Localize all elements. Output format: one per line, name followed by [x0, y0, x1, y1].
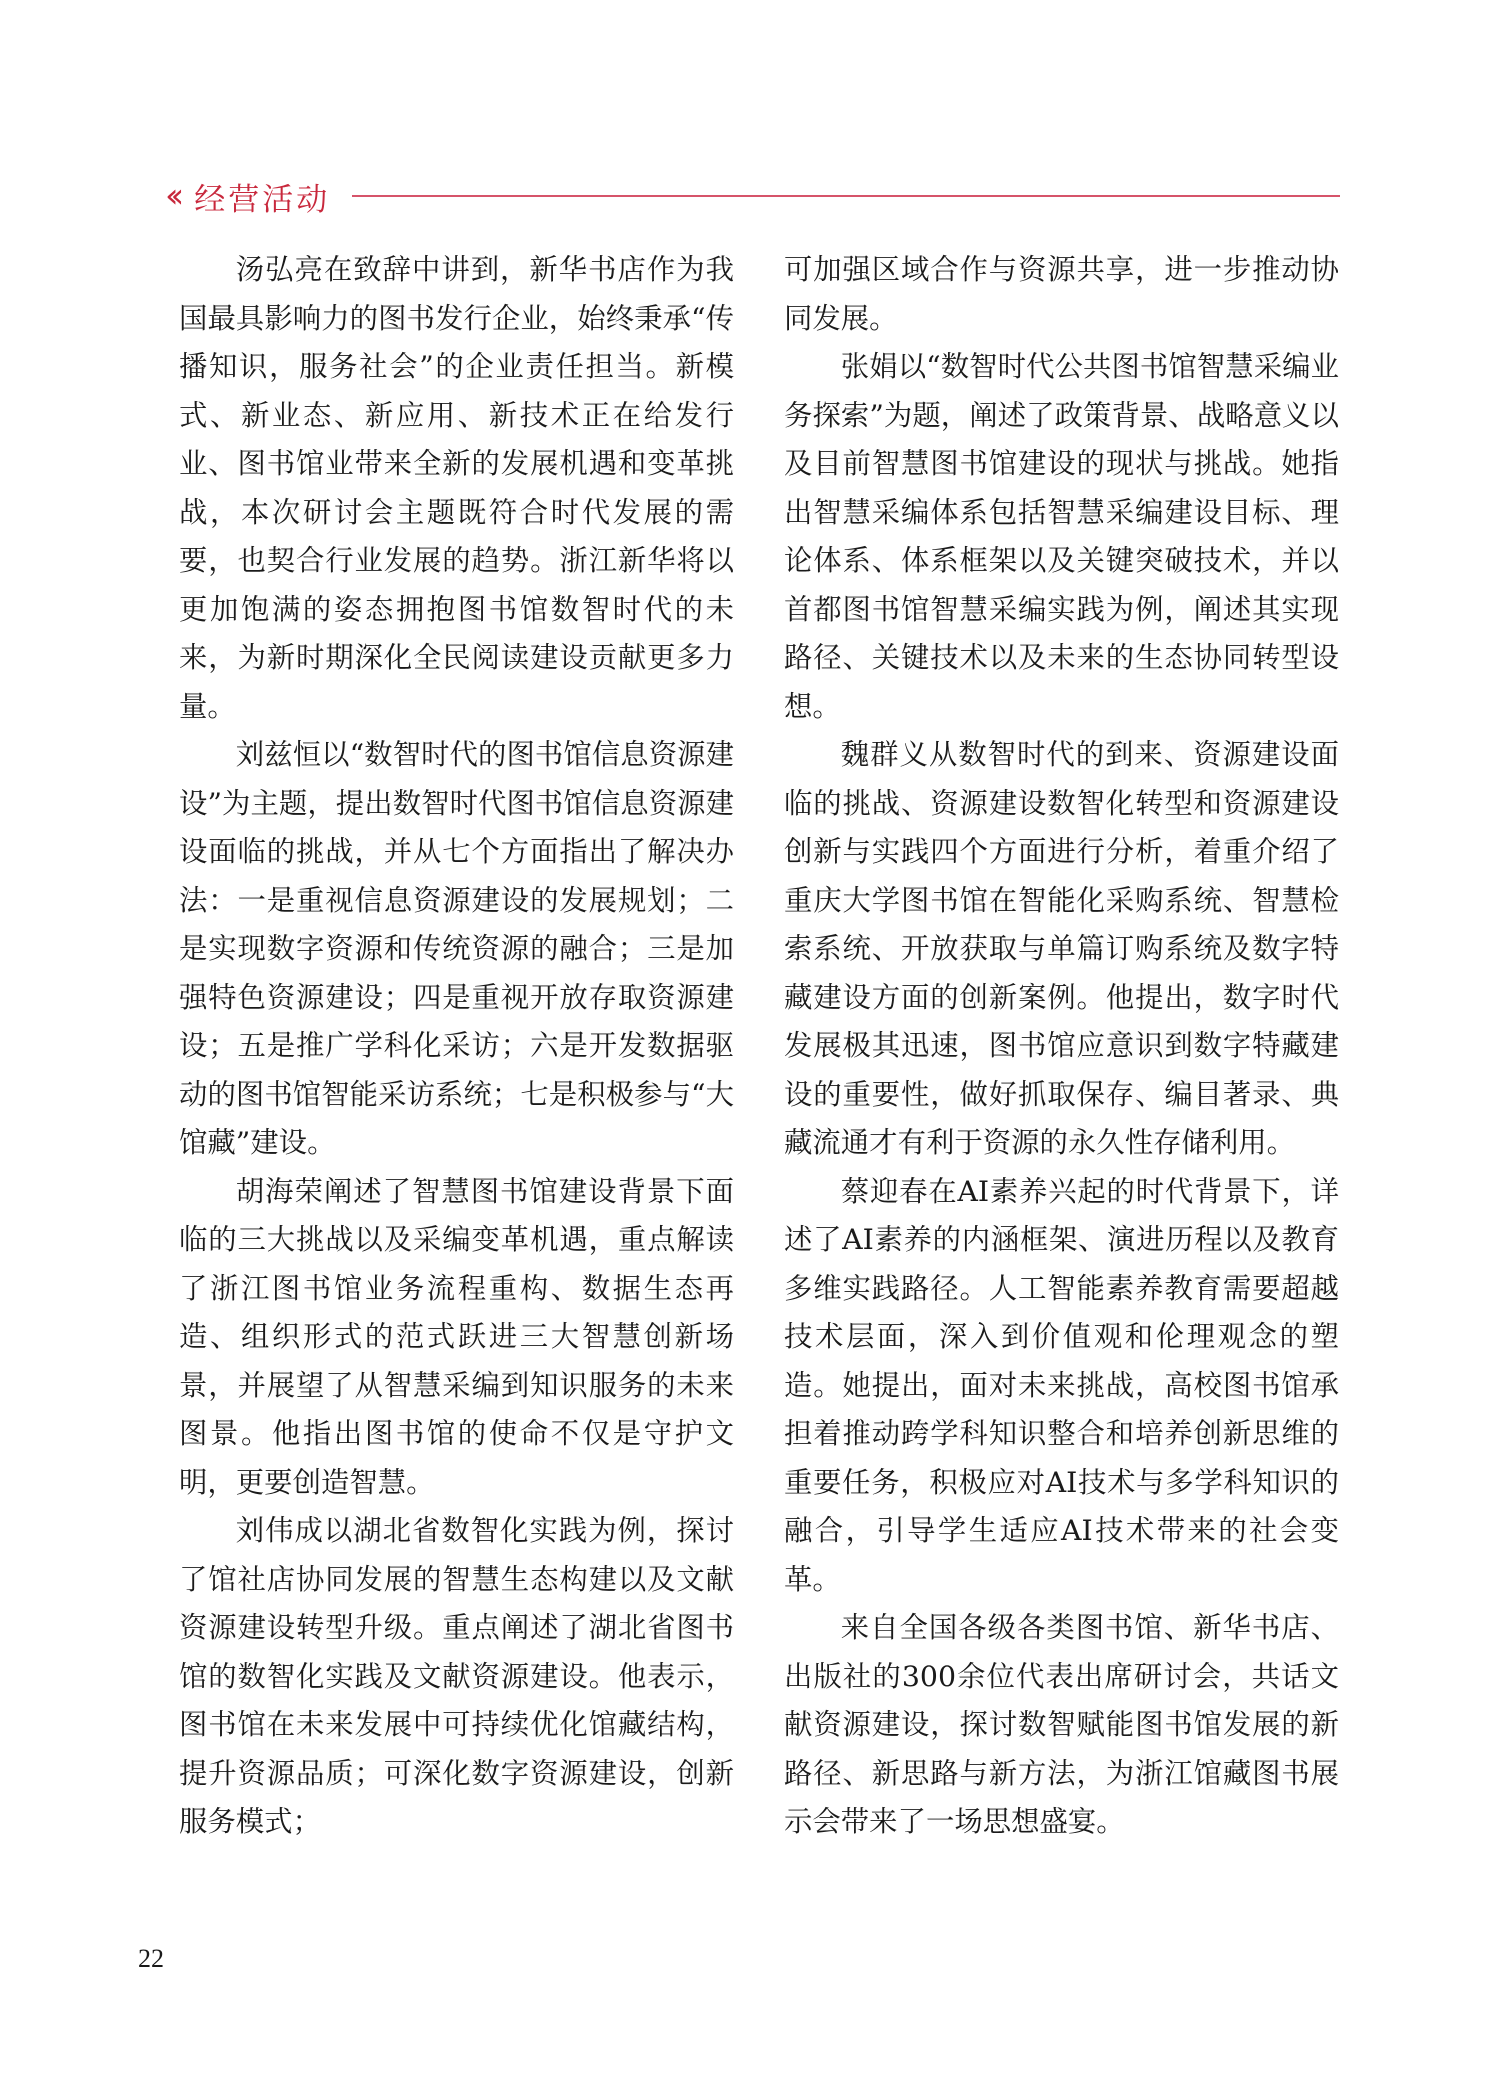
paragraph: 蔡迎春在AI素养兴起的时代背景下，详述了AI素养的内涵框架、演进历程以及教育多维实践路径。人工智能素养教育需要超越技术层面，深入到价值观和伦理观念的塑造。她提出，面对未来挑战，高校图书馆承担着推动跨学科知识整合和培养创新思维的重要任务，积极应对AI技术与多学科知识的融合，引导学生适应AI技术带来的社会变革。	[784, 1174, 1339, 1596]
left-column	[179, 246, 734, 1847]
section-title: 经营活动	[194, 181, 331, 218]
paragraph: 张娟以“数智时代公共图书馆智慧采编业务探索”为题，阐述了政策背景、战略意义以及目前智慧图书馆建设的现状与挑战。她指出智慧采编体系包括智慧采编建设目标、理论体系、体系框架以及关键突破技术，并以首都图书馆智慧采编实践为例，阐述其实现路径、关键技术以及未来的生态协同转型设想。	[784, 350, 1339, 723]
paragraph: 胡海荣阐述了智慧图书馆建设背景下面临的三大挑战以及采编变革机遇，重点解读了浙江图书馆业务流程重构、数据生态再造、组织形式的范式跃进三大智慧创新场景，并展望了从智慧采编到知识服务的未来图景。他指出图书馆的使命不仅是守护文明，更要创造智慧。	[179, 1174, 734, 1499]
right-column	[784, 246, 1339, 1847]
paragraph: 来自全国各级各类图书馆、新华书店、出版社的300余位代表出席研讨会，共话文献资源建设，探讨数智赋能图书馆发展的新路径、新思路与新方法，为浙江馆藏图书展示会带来了一场思想盛宴。	[784, 1611, 1339, 1838]
double-chevron-left-icon: ‹‹	[165, 176, 177, 216]
paragraph: 刘伟成以湖北省数智化实践为例，探讨了馆社店协同发展的智慧生态构建以及文献资源建设转型升级。重点阐述了湖北省图书馆的数智化实践及文献资源建设。他表示，图书馆在未来发展中可持续优化馆藏结构，提升资源品质；可深化数字资源建设，创新服务模式；	[179, 1514, 734, 1838]
header-divider	[352, 195, 1340, 197]
section-header	[165, 176, 1340, 216]
paragraph: 汤弘亮在致辞中讲到，新华书店作为我国最具影响力的图书发行企业，始终秉承“传播知识，服务社会”的企业责任担当。新模式、新业态、新应用、新技术正在给发行业、图书馆业带来全新的发展机遇和变革挑战，本次研讨会主题既符合时代发展的需要，也契合行业发展的趋势。浙江新华将以更加饱满的姿态拥抱图书馆数智时代的未来，为新时期深化全民阅读建设贡献更多力量。	[179, 253, 734, 723]
paragraph: 魏群义从数智时代的到来、资源建设面临的挑战、资源建设数智化转型和资源建设创新与实践四个方面进行分析，着重介绍了重庆大学图书馆在智能化采购系统、智慧检索系统、开放获取与单篇订购系统及数字特藏建设方面的创新案例。他提出，数字时代发展极其迅速，图书馆应意识到数字特藏建设的重要性，做好抓取保存、编目著录、典藏流通才有利于资源的永久性存储利用。	[784, 738, 1339, 1159]
paragraph: 刘兹恒以“数智时代的图书馆信息资源建设”为主题，提出数智时代图书馆信息资源建设面临的挑战，并从七个方面指出了解决办法：一是重视信息资源建设的发展规划；二是实现数字资源和传统资源的融合；三是加强特色资源建设；四是重视开放存取资源建设；五是推广学科化采访；六是开发数据驱动的图书馆智能采访系统；七是积极参与“大馆藏”建设。	[179, 738, 734, 1159]
paragraph-continuation: 可加强区域合作与资源共享，进一步推动协同发展。	[784, 253, 1339, 335]
page-number: 22	[138, 1944, 164, 1973]
